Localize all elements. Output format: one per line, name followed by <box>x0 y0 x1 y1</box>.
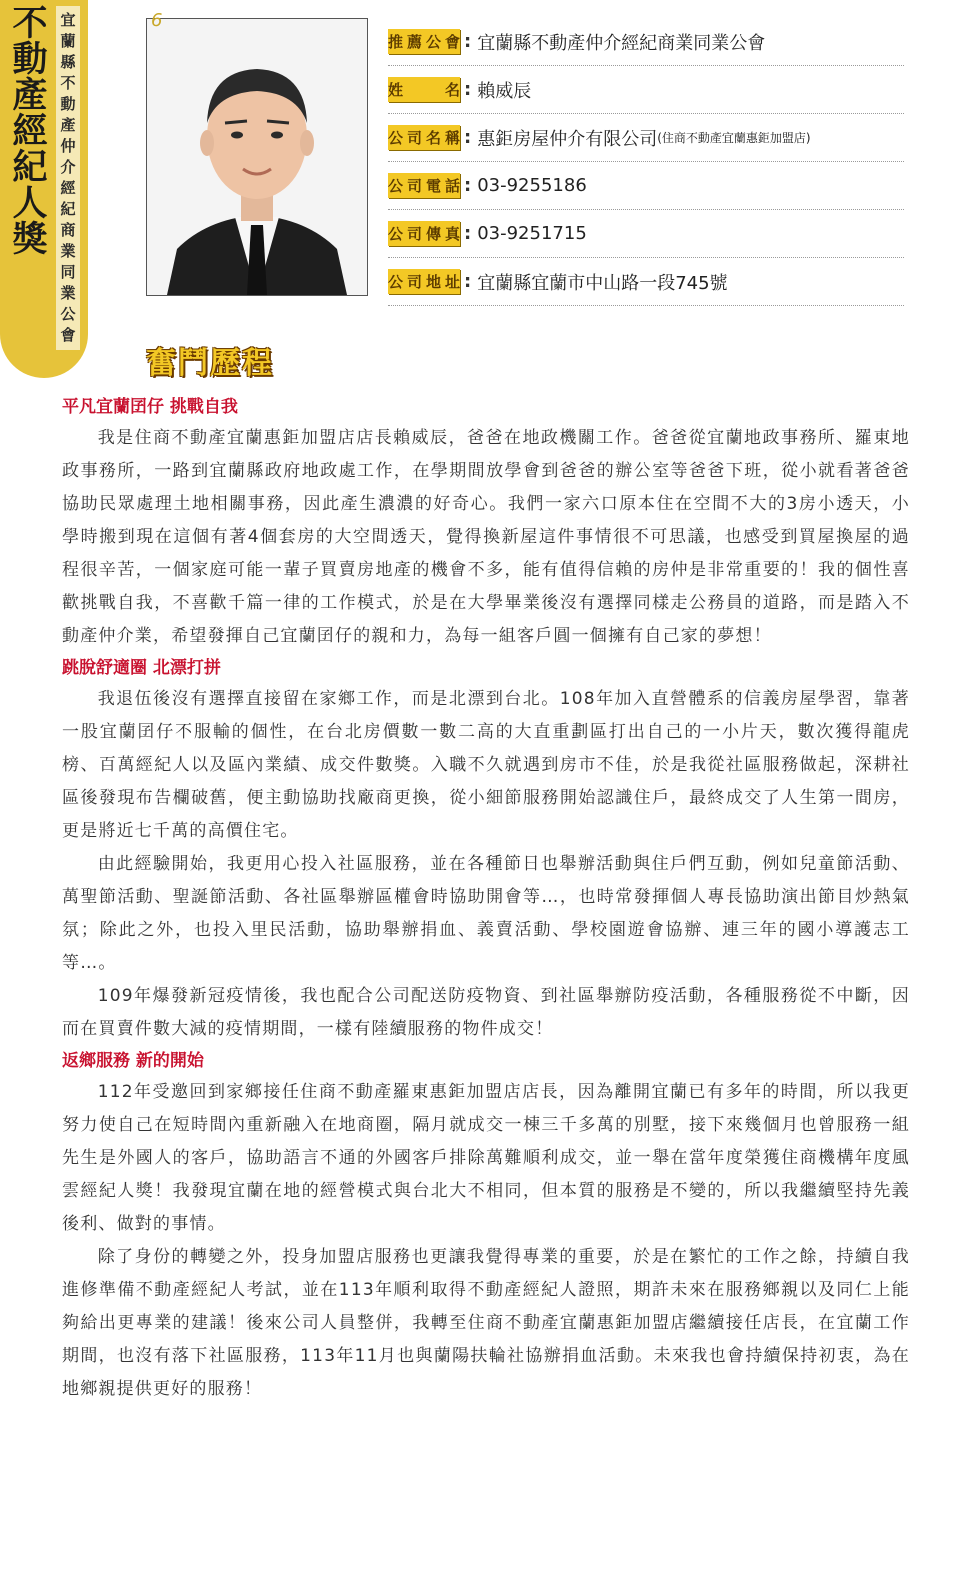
info-label: 姓名 <box>388 77 460 102</box>
info-value: 03-9251715 <box>477 223 587 244</box>
info-value: 03-9255186 <box>477 175 587 196</box>
award-title: 不動產經紀人獎 <box>12 4 48 260</box>
info-label: 推薦公會 <box>388 29 460 54</box>
story-body <box>62 392 910 1406</box>
agent-info-panel <box>388 18 904 306</box>
agent-photo <box>146 18 368 296</box>
info-label: 公司電話 <box>388 173 460 198</box>
info-label: 公司傳真 <box>388 221 460 246</box>
info-row-phone: 公司電話 : 03-9255186 <box>388 162 904 210</box>
info-row-name: 姓名 : 賴威辰 <box>388 66 904 114</box>
paragraph: 由此經驗開始，我更用心投入社區服務，並在各種節日也舉辦活動與住戶們互動，例如兒童節活動、萬聖節活動、聖誕節活動、各社區舉辦區權會時協助開會等…，也時常發揮個人專長協助演出節目炒熱氣氛；除此之外，也投入里民活動，協助舉辦捐血、義賣活動、學校園遊會協辦、連三年的國小導護志工等…。 <box>62 854 910 973</box>
portrait-image <box>147 19 367 295</box>
info-value: 惠鉅房屋仲介有限公司 <box>477 128 658 150</box>
paragraph: 109年爆發新冠疫情後，我也配合公司配送防疫物資、到社區舉辦防疫活動，各種服務從不中斷，因而在買賣件數大減的疫情期間，一樣有陸續服務的物件成交！ <box>62 986 910 1039</box>
paragraph: 我退伍後沒有選擇直接留在家鄉工作，而是北漂到台北。108年加入直營體系的信義房屋學習，靠著一股宜蘭囝仔不服輸的個性，在台北房價數一數二高的大直重劃區打出自己的一小片天，數次獲得龍虎榜、百萬經紀人以及區內業績、成交件數獎。入職不久就遇到房市不佳，於是我從社區服務做起，深耕社區後發現布告欄破舊，便主動協助找廠商更換，從小細節服務開始認識住戶，最終成交了人生第一間房，更是將近七千萬的高價住宅。 <box>62 689 910 841</box>
section-heading: 平凡宜蘭囝仔 挑戰自我 <box>62 397 238 417</box>
paragraph: 我是住商不動產宜蘭惠鉅加盟店店長賴威辰，爸爸在地政機關工作。爸爸從宜蘭地政事務所、羅東地政事務所，一路到宜蘭縣政府地政處工作，在學期間放學會到爸爸的辦公室等爸爸下班，從小就看著爸爸協助民眾處理土地相關事務，因此產生濃濃的好奇心。我們一家六口原本住在空間不大的3房小透天，小學時搬到現在這個有著4個套房的大空間透天，覺得換新屋這件事情很不可思議，也感受到買屋換屋的過程很辛苦，一個家庭可能一輩子買賣房地產的機會不多，能有值得信賴的房仲是非常重要的！我的個性喜歡挑戰自我，不喜歡千篇一律的工作模式，於是在大學畢業後沒有選擇同樣走公務員的道路，而是踏入不動產仲介業，希望發揮自己宜蘭囝仔的親和力，為每一組客戶圓一個擁有自己家的夢想！ <box>62 428 910 646</box>
info-row-company: 公司名稱 : 惠鉅房屋仲介有限公司 (住商不動產宜蘭惠鉅加盟店) <box>388 114 904 162</box>
info-label: 公司地址 <box>388 269 460 294</box>
section-heading: 跳脫舒適圈 北漂打拼 <box>62 658 221 678</box>
paragraph: 112年受邀回到家鄉接任住商不動產羅東惠鉅加盟店店長，因為離開宜蘭已有多年的時間，所以我更努力使自己在短時間內重新融入在地商圈，隔月就成交一棟三千多萬的別墅，接下來幾個月也曾服務一組先生是外國人的客戶，協助語言不通的外國客戶排除萬難順利成交，並一舉在當年度榮獲住商機構年度風雲經紀人獎！我發現宜蘭在地的經營模式與台北大不相同，但本質的服務是不變的，所以我繼續堅持先義後利、做對的事情。 <box>62 1082 910 1234</box>
info-note: (住商不動產宜蘭惠鉅加盟店) <box>657 131 811 145</box>
info-row-fax: 公司傳真 : 03-9251715 <box>388 210 904 258</box>
info-value: 宜蘭縣宜蘭市中山路一段745號 <box>477 272 728 294</box>
award-tab <box>0 0 88 378</box>
photo-corner-mark: 6 <box>151 10 163 31</box>
info-value: 宜蘭縣不動產仲介經紀商業同業公會 <box>477 32 766 54</box>
section-heading: 返鄉服務 新的開始 <box>62 1051 204 1071</box>
info-label: 公司名稱 <box>388 125 460 150</box>
info-value: 賴威辰 <box>477 80 532 102</box>
info-row-address: 公司地址 : 宜蘭縣宜蘭市中山路一段745號 <box>388 258 904 306</box>
section-title: 奮鬥歷程 <box>146 346 274 381</box>
info-row-association: 推薦公會 : 宜蘭縣不動產仲介經紀商業同業公會 <box>388 18 904 66</box>
paragraph: 除了身份的轉變之外，投身加盟店服務也更讓我覺得專業的重要，於是在繁忙的工作之餘，持續自我進修準備不動產經紀人考試，並在113年順利取得不動產經紀人證照，期許未來在服務鄉親以及同仁上能夠給出更專業的建議！後來公司人員整併，我轉至住商不動產宜蘭惠鉅加盟店繼續接任店長，在宜蘭工作期間，也沒有落下社區服務，113年11月也與蘭陽扶輪社協辦捐血活動。未來我也會持續保持初衷，為在地鄉親提供更好的服務！ <box>62 1247 910 1399</box>
association-name: 宜蘭縣不動產仲介經紀商業同業公會 <box>56 6 80 350</box>
